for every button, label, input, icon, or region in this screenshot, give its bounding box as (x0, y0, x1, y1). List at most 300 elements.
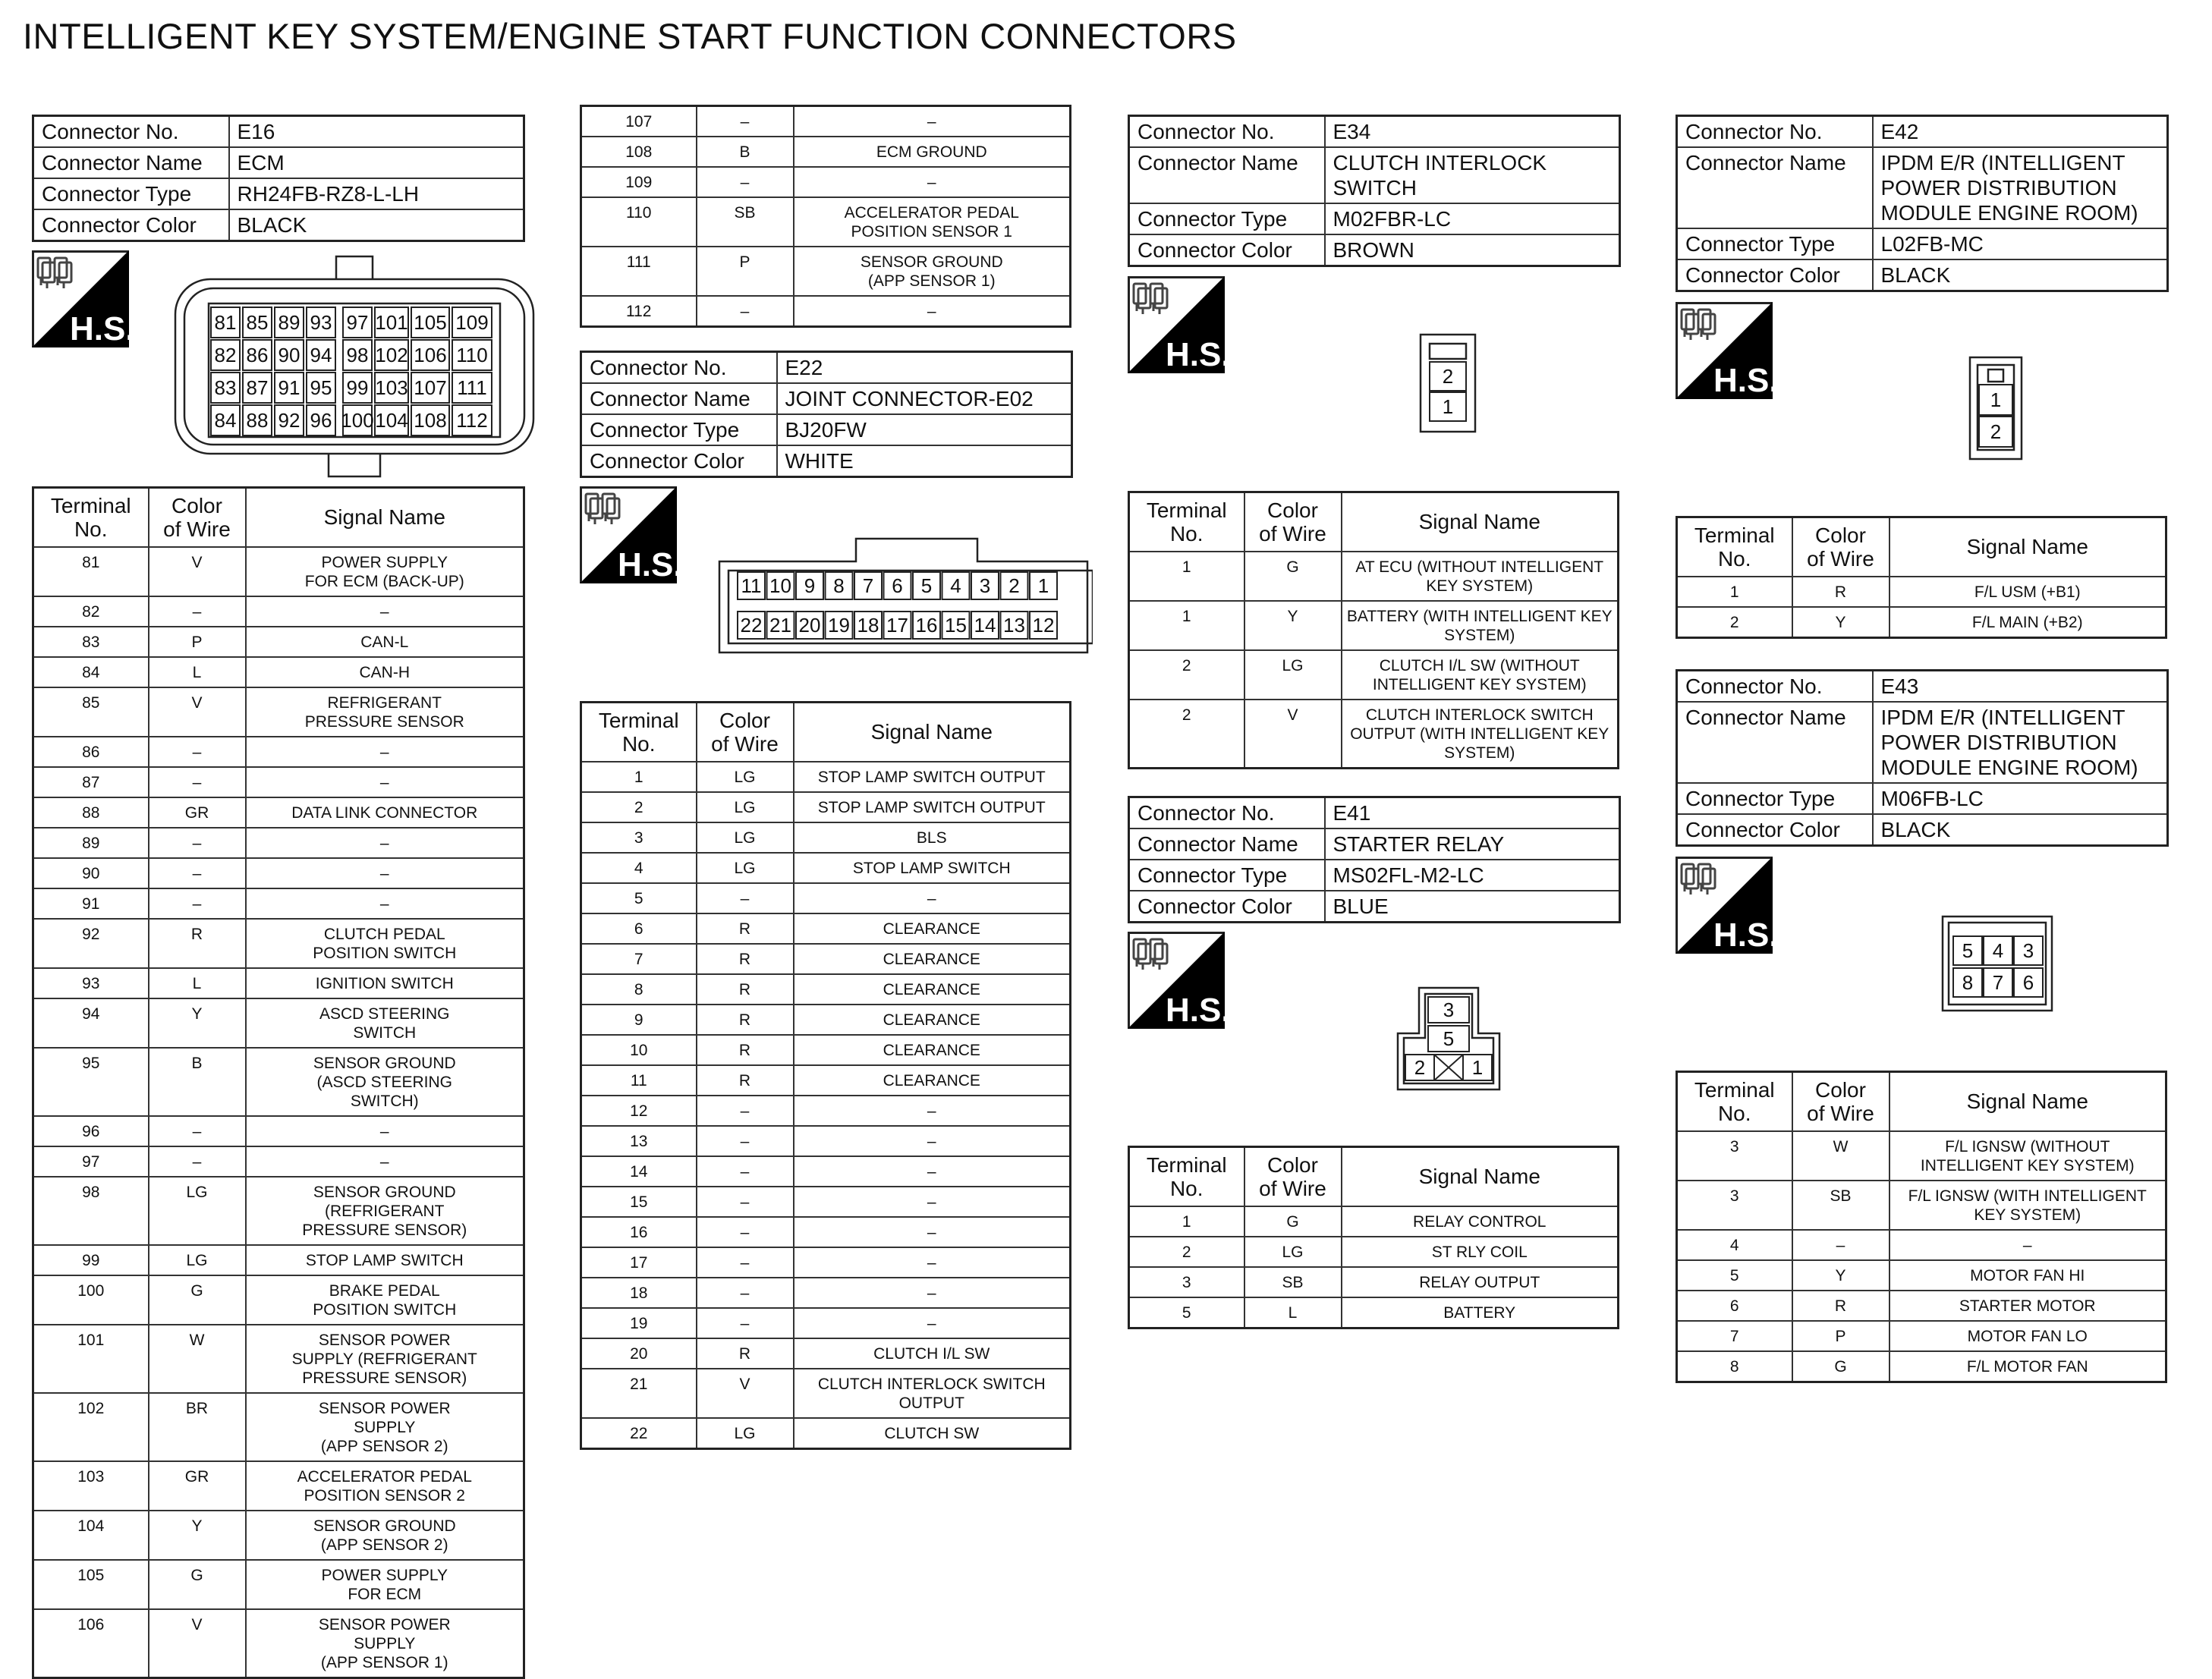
table-row (581, 1156, 1071, 1187)
table-row (1677, 1291, 2166, 1321)
table-row (33, 1393, 524, 1461)
terminal-no-cell: 6 (581, 913, 697, 944)
terminal-no-cell: 84 (33, 657, 149, 687)
wire-color-cell: LG (697, 762, 794, 792)
lock-tab (1430, 344, 1466, 359)
wire-color-cell: V (1244, 700, 1342, 769)
label-connector-type: Connector Type (1677, 783, 1873, 814)
pin-number: 111 (457, 376, 487, 399)
table-row (581, 167, 1071, 197)
terminal-no-cell: 105 (33, 1560, 149, 1609)
connector-info-e43 (1676, 669, 2169, 847)
signal-name-cell: – (794, 1278, 1071, 1308)
table-row (33, 1177, 524, 1245)
table-row (581, 1035, 1071, 1065)
terminal-table-e43 (1676, 1071, 2167, 1383)
header-color-of-wire: Color of Wire (149, 488, 246, 547)
wire-color-cell: GR (149, 1461, 246, 1511)
wire-color-cell: SB (1244, 1267, 1342, 1297)
terminal-no-cell: 2 (1677, 607, 1792, 638)
wire-color-cell: – (149, 888, 246, 919)
header-row (33, 488, 524, 547)
pin-number: 15 (945, 614, 967, 637)
signal-name-cell: SENSOR POWER SUPPLY (APP SENSOR 2) (246, 1393, 524, 1461)
label-connector-name: Connector Name (1677, 147, 1873, 228)
table-row (581, 792, 1071, 822)
signal-name-cell: BRAKE PEDAL POSITION SWITCH (246, 1275, 524, 1325)
terminal-no-cell: 82 (33, 596, 149, 627)
signal-name-cell: CLUTCH PEDAL POSITION SWITCH (246, 919, 524, 968)
terminal-no-cell: 4 (1677, 1230, 1792, 1260)
terminal-no-cell: 15 (581, 1187, 697, 1217)
hs-icon (1128, 932, 1225, 1029)
terminal-no-cell: 3 (1129, 1267, 1244, 1297)
signal-name-cell: CAN-L (246, 627, 524, 657)
terminal-no-cell: 87 (33, 767, 149, 797)
terminal-no-cell: 8 (1677, 1351, 1792, 1382)
pin-number: 7 (862, 574, 874, 597)
table-row (1677, 1131, 2166, 1181)
label-connector-color: Connector Color (1129, 234, 1325, 266)
pin-number: 3 (1443, 998, 1455, 1021)
value-connector-no: E34 (1325, 116, 1620, 148)
terminal-no-cell: 97 (33, 1146, 149, 1177)
terminal-no-cell: 5 (1129, 1297, 1244, 1328)
wire-color-cell: G (1244, 1206, 1342, 1237)
hs-label: H.S. (1166, 336, 1225, 373)
terminal-no-cell: 98 (33, 1177, 149, 1245)
table-row (1677, 1230, 2166, 1260)
key-tab (329, 454, 380, 476)
table-row (581, 1217, 1071, 1247)
wire-color-cell: R (697, 974, 794, 1005)
header-color-of-wire: Color of Wire (1792, 1072, 1889, 1131)
wire-color-cell: W (149, 1325, 246, 1393)
terminal-no-cell: 1 (1129, 1206, 1244, 1237)
terminal-no-cell: 3 (1677, 1131, 1792, 1181)
table-row (33, 596, 524, 627)
wire-color-cell: P (1792, 1321, 1889, 1351)
table-row (1677, 1181, 2166, 1230)
wire-color-cell: – (149, 737, 246, 767)
table-row (581, 106, 1071, 137)
signal-name-cell: STOP LAMP SWITCH (794, 853, 1071, 883)
signal-name-cell: CLUTCH I/L SW (WITHOUT INTELLIGENT KEY SYSTEM) (1342, 650, 1619, 700)
header-signal-name: Signal Name (1342, 1147, 1619, 1206)
table-row (33, 888, 524, 919)
table-row (33, 547, 524, 596)
signal-name-cell: REFRIGERANT PRESSURE SENSOR (246, 687, 524, 737)
terminal-no-cell: 81 (33, 547, 149, 596)
wire-color-cell: LG (697, 822, 794, 853)
wire-color-cell: LG (149, 1245, 246, 1275)
header-signal-name: Signal Name (794, 703, 1071, 762)
label-connector-name: Connector Name (1129, 828, 1325, 860)
pin-number: 22 (740, 614, 763, 637)
signal-name-cell: ECM GROUND (794, 137, 1071, 167)
pin-number: 85 (246, 311, 269, 334)
wire-color-cell: – (697, 296, 794, 327)
terminal-no-cell: 96 (33, 1116, 149, 1146)
terminal-no-cell: 10 (581, 1035, 697, 1065)
terminal-table-e34 (1128, 491, 1619, 769)
header-terminal-no: Terminal No. (1129, 1147, 1244, 1206)
value-connector-type: BJ20FW (777, 414, 1072, 445)
table-row (581, 853, 1071, 883)
label-connector-no: Connector No. (1677, 671, 1873, 703)
table-row (581, 197, 1071, 247)
terminal-no-cell: 107 (581, 106, 697, 137)
label-connector-color: Connector Color (1129, 891, 1325, 923)
wire-color-cell: R (697, 1338, 794, 1369)
signal-name-cell: – (246, 1116, 524, 1146)
pin-number: 12 (1032, 614, 1055, 637)
pin-number: 11 (741, 574, 762, 597)
pin-number: 18 (857, 614, 879, 637)
pin-number: 95 (310, 376, 332, 399)
pin-number: 4 (1992, 939, 2004, 962)
wire-color-cell: R (697, 1035, 794, 1065)
value-connector-color: BLACK (229, 209, 524, 241)
pin-number: 106 (414, 344, 447, 366)
pin-number: 84 (214, 409, 237, 432)
wire-color-cell: B (697, 137, 794, 167)
table-row (1677, 1321, 2166, 1351)
wire-color-cell: Y (149, 1511, 246, 1560)
pin-number: 13 (1003, 614, 1025, 637)
signal-name-cell: ASCD STEERING SWITCH (246, 998, 524, 1048)
terminal-table-e42 (1676, 516, 2167, 639)
table-row (581, 137, 1071, 167)
table-row (581, 1096, 1071, 1126)
signal-name-cell: CLEARANCE (794, 1035, 1071, 1065)
terminal-no-cell: 90 (33, 858, 149, 888)
signal-name-cell: CLEARANCE (794, 1065, 1071, 1096)
pin-number: 2 (1008, 574, 1020, 597)
pin-number: 112 (456, 409, 488, 432)
terminal-no-cell: 4 (581, 853, 697, 883)
pin-number: 9 (804, 574, 816, 597)
label-connector-type: Connector Type (1677, 228, 1873, 259)
terminal-no-cell: 93 (33, 968, 149, 998)
wire-color-cell: – (1792, 1230, 1889, 1260)
pin-number: 90 (278, 344, 300, 366)
signal-name-cell: IGNITION SWITCH (246, 968, 524, 998)
table-row (33, 1275, 524, 1325)
signal-name-cell: CLUTCH INTERLOCK SWITCH OUTPUT (WITH INTELLIGENT KEY SYSTEM) (1342, 700, 1619, 769)
pin-number: 100 (341, 409, 374, 432)
pin-number: 110 (456, 344, 488, 366)
terminal-no-cell: 92 (33, 919, 149, 968)
value-connector-color: BLACK (1873, 814, 2168, 846)
terminal-no-cell: 83 (33, 627, 149, 657)
wire-color-cell: GR (149, 797, 246, 828)
value-connector-name: IPDM E/R (INTELLIGENT POWER DISTRIBUTION MODULE ENGINE ROOM) (1873, 702, 2168, 783)
pin-number: 99 (346, 376, 369, 399)
table-row (33, 919, 524, 968)
lock-tab (336, 256, 373, 279)
value-connector-no: E41 (1325, 797, 1620, 829)
pin-number: 3 (979, 574, 991, 597)
wire-color-cell: V (149, 547, 246, 596)
pin-number: 87 (246, 376, 269, 399)
signal-name-cell: F/L USM (+B1) (1889, 577, 2166, 607)
terminal-no-cell: 102 (33, 1393, 149, 1461)
pin-number: 2 (1414, 1056, 1426, 1079)
pin-number: 83 (214, 376, 237, 399)
pin-number: 1 (1037, 574, 1049, 597)
label-connector-color: Connector Color (33, 209, 229, 241)
connector-info-e34 (1128, 115, 1621, 267)
wire-color-cell: R (149, 919, 246, 968)
terminal-table-e16-cont (580, 105, 1071, 328)
pin-number: 92 (278, 409, 300, 432)
hs-label: H.S. (618, 546, 677, 583)
connector-info-e42 (1676, 115, 2169, 292)
wire-color-cell: – (149, 828, 246, 858)
value-connector-type: M02FBR-LC (1325, 203, 1620, 234)
table-row (581, 944, 1071, 974)
signal-name-cell: CLEARANCE (794, 913, 1071, 944)
pin-number: 109 (455, 311, 489, 334)
hs-icon (580, 486, 677, 583)
signal-name-cell: SENSOR GROUND (APP SENSOR 1) (794, 247, 1071, 296)
terminal-no-cell: 13 (581, 1126, 697, 1156)
signal-name-cell: – (794, 1156, 1071, 1187)
terminal-no-cell: 89 (33, 828, 149, 858)
table-row (1129, 1237, 1619, 1267)
terminal-table-e22 (580, 701, 1071, 1450)
wire-color-cell: L (149, 968, 246, 998)
signal-name-cell: RELAY OUTPUT (1342, 1267, 1619, 1297)
label-connector-name: Connector Name (33, 147, 229, 178)
pin-number: 103 (375, 376, 408, 399)
table-row (33, 1560, 524, 1609)
hs-label: H.S. (1166, 992, 1225, 1029)
terminal-no-cell: 103 (33, 1461, 149, 1511)
label-connector-color: Connector Color (1677, 259, 1873, 291)
pin-number: 89 (278, 311, 300, 334)
terminal-no-cell: 95 (33, 1048, 149, 1116)
wire-color-cell: Y (1792, 607, 1889, 638)
wire-color-cell: BR (149, 1393, 246, 1461)
table-row (581, 1418, 1071, 1449)
signal-name-cell: – (246, 767, 524, 797)
table-row (581, 1065, 1071, 1096)
terminal-no-cell: 12 (581, 1096, 697, 1126)
table-row (581, 1338, 1071, 1369)
wire-color-cell: – (149, 767, 246, 797)
terminal-no-cell: 94 (33, 998, 149, 1048)
table-row (33, 687, 524, 737)
pin-number: 94 (310, 344, 332, 366)
signal-name-cell: CLEARANCE (794, 944, 1071, 974)
value-connector-type: MS02FL-M2-LC (1325, 860, 1620, 891)
label-connector-no: Connector No. (1129, 797, 1325, 829)
terminal-no-cell: 6 (1677, 1291, 1792, 1321)
pin-number: 91 (278, 376, 300, 399)
terminal-no-cell: 17 (581, 1247, 697, 1278)
wire-color-cell: – (697, 1187, 794, 1217)
signal-name-cell: CLEARANCE (794, 1005, 1071, 1035)
terminal-no-cell: 3 (581, 822, 697, 853)
wire-color-cell: V (149, 1609, 246, 1678)
wire-color-cell: SB (697, 197, 794, 247)
label-connector-no: Connector No. (33, 116, 229, 148)
label-connector-name: Connector Name (1129, 147, 1325, 203)
pin-number: 2 (1442, 365, 1454, 388)
terminal-no-cell: 101 (33, 1325, 149, 1393)
page-title: INTELLIGENT KEY SYSTEM/ENGINE START FUNCTION CONNECTORS (23, 16, 1237, 56)
terminal-no-cell: 19 (581, 1308, 697, 1338)
table-row (1129, 1206, 1619, 1237)
wire-color-cell: G (149, 1275, 246, 1325)
table-row (581, 913, 1071, 944)
terminal-no-cell: 16 (581, 1217, 697, 1247)
wire-color-cell: G (1244, 552, 1342, 601)
header-row (1677, 517, 2166, 577)
terminal-no-cell: 11 (581, 1065, 697, 1096)
value-connector-name: CLUTCH INTERLOCK SWITCH (1325, 147, 1620, 203)
terminal-no-cell: 14 (581, 1156, 697, 1187)
wire-color-cell: LG (697, 792, 794, 822)
connector-info-e41 (1128, 796, 1621, 923)
table-row (33, 1245, 524, 1275)
table-row (581, 296, 1071, 327)
pin-number: 81 (214, 311, 237, 334)
signal-name-cell: STOP LAMP SWITCH OUTPUT (794, 762, 1071, 792)
table-row (33, 1609, 524, 1678)
pin-number: 102 (375, 344, 408, 366)
wire-color-cell: LG (149, 1177, 246, 1245)
signal-name-cell: – (794, 296, 1071, 327)
signal-name-cell: CLUTCH SW (794, 1418, 1071, 1449)
connector-face-e34 (1418, 332, 1478, 435)
table-row (33, 1146, 524, 1177)
wire-color-cell: LG (1244, 650, 1342, 700)
table-row (1129, 601, 1619, 650)
terminal-no-cell: 88 (33, 797, 149, 828)
signal-name-cell: – (794, 883, 1071, 913)
value-connector-color: WHITE (777, 445, 1072, 477)
wire-color-cell: G (1792, 1351, 1889, 1382)
table-row (581, 883, 1071, 913)
signal-name-cell: – (794, 1217, 1071, 1247)
terminal-no-cell: 22 (581, 1418, 697, 1449)
wire-color-cell: V (149, 687, 246, 737)
terminal-no-cell: 2 (1129, 1237, 1244, 1267)
terminal-no-cell: 1 (1677, 577, 1792, 607)
wire-color-cell: – (149, 1116, 246, 1146)
table-row (33, 1116, 524, 1146)
connector-face-e42 (1967, 354, 2025, 462)
signal-name-cell: BATTERY (1342, 1297, 1619, 1328)
pin-number: 108 (414, 409, 447, 432)
wire-color-cell: – (149, 858, 246, 888)
signal-name-cell: MOTOR FAN LO (1889, 1321, 2166, 1351)
table-row (581, 1126, 1071, 1156)
pin-number: 4 (950, 574, 961, 597)
label-connector-type: Connector Type (581, 414, 777, 445)
table-row (33, 858, 524, 888)
value-connector-name: IPDM E/R (INTELLIGENT POWER DISTRIBUTION MODULE ENGINE ROOM) (1873, 147, 2168, 228)
value-connector-name: JOINT CONNECTOR-E02 (777, 383, 1072, 414)
header-row (1129, 492, 1619, 552)
wire-color-cell: V (697, 1369, 794, 1418)
table-row (1677, 577, 2166, 607)
wire-color-cell: P (149, 627, 246, 657)
table-row (581, 1278, 1071, 1308)
hs-icon (1128, 276, 1225, 373)
terminal-no-cell: 5 (1677, 1260, 1792, 1291)
label-connector-color: Connector Color (1677, 814, 1873, 846)
label-connector-name: Connector Name (1677, 702, 1873, 783)
pin-number: 86 (246, 344, 269, 366)
table-row (581, 762, 1071, 792)
value-connector-color: BLACK (1873, 259, 2168, 291)
table-row (33, 797, 524, 828)
signal-name-cell: – (1889, 1230, 2166, 1260)
pin-number: 7 (1992, 971, 2004, 994)
signal-name-cell: SENSOR POWER SUPPLY (APP SENSOR 1) (246, 1609, 524, 1678)
header-terminal-no: Terminal No. (1677, 1072, 1792, 1131)
signal-name-cell: F/L IGNSW (WITH INTELLIGENT KEY SYSTEM) (1889, 1181, 2166, 1230)
table-row (581, 1308, 1071, 1338)
signal-name-cell: SENSOR POWER SUPPLY (REFRIGERANT PRESSURE SENSOR) (246, 1325, 524, 1393)
signal-name-cell: STOP LAMP SWITCH (246, 1245, 524, 1275)
pin-number: 98 (346, 344, 369, 366)
terminal-no-cell: 2 (1129, 700, 1244, 769)
pin-number: 2 (1990, 420, 2002, 443)
signal-name-cell: ACCELERATOR PEDAL POSITION SENSOR 2 (246, 1461, 524, 1511)
terminal-no-cell: 2 (1129, 650, 1244, 700)
value-connector-no: E22 (777, 352, 1072, 384)
header-color-of-wire: Color of Wire (697, 703, 794, 762)
signal-name-cell: – (246, 1146, 524, 1177)
pin-number: 21 (769, 614, 791, 637)
terminal-no-cell: 2 (581, 792, 697, 822)
terminal-no-cell: 7 (1677, 1321, 1792, 1351)
signal-name-cell: – (246, 858, 524, 888)
terminal-no-cell: 104 (33, 1511, 149, 1560)
wire-color-cell: W (1792, 1131, 1889, 1181)
signal-name-cell: STOP LAMP SWITCH OUTPUT (794, 792, 1071, 822)
signal-name-cell: ST RLY COIL (1342, 1237, 1619, 1267)
terminal-no-cell: 21 (581, 1369, 697, 1418)
header-terminal-no: Terminal No. (1129, 492, 1244, 552)
hs-icon (1676, 857, 1773, 954)
hs-icon (1676, 302, 1773, 399)
table-row (1129, 552, 1619, 601)
header-color-of-wire: Color of Wire (1792, 517, 1889, 577)
pin-number: 16 (915, 614, 938, 637)
signal-name-cell: F/L MOTOR FAN (1889, 1351, 2166, 1382)
table-row (1129, 1267, 1619, 1297)
pin-number: 6 (2022, 971, 2034, 994)
wire-color-cell: G (149, 1560, 246, 1609)
wire-color-cell: LG (697, 1418, 794, 1449)
signal-name-cell: CLUTCH I/L SW (794, 1338, 1071, 1369)
pin-number: 88 (246, 409, 269, 432)
signal-name-cell: BLS (794, 822, 1071, 853)
terminal-no-cell: 91 (33, 888, 149, 919)
pin-number: 6 (892, 574, 903, 597)
terminal-no-cell: 109 (581, 167, 697, 197)
connector-face-e41 (1395, 985, 1502, 1093)
connector-info-e22 (580, 351, 1073, 478)
terminal-no-cell: 106 (33, 1609, 149, 1678)
signal-name-cell: DATA LINK CONNECTOR (246, 797, 524, 828)
